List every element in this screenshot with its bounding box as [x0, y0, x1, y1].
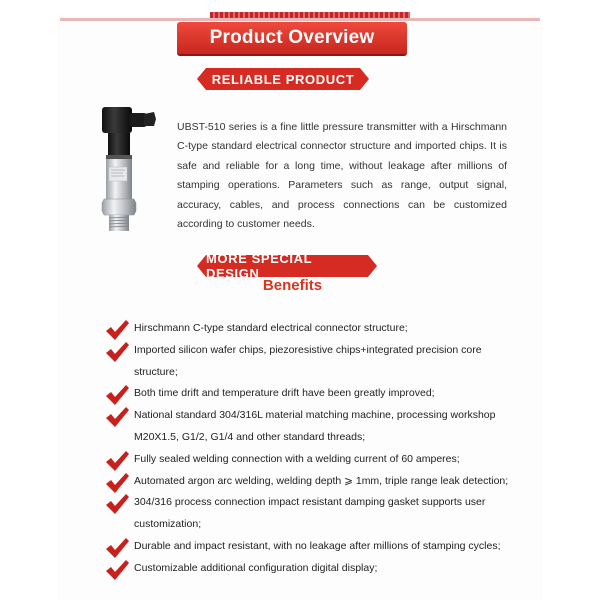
checkmark-icon — [104, 558, 130, 582]
benefit-item — [104, 492, 514, 536]
page-title: Product Overview — [209, 27, 375, 48]
checkmark-icon — [104, 340, 130, 364]
benefit-text: Automated argon arc welding, welding depth ⩾ 1mm, triple range leak detection; — [134, 474, 509, 487]
benefit-item — [104, 536, 514, 558]
checkmark-icon — [104, 492, 130, 516]
benefit-item — [104, 383, 514, 405]
benefit-text: 304/316 process connection impact resistant damping gasket supports user customization; — [134, 496, 486, 531]
benefit-item — [104, 318, 514, 340]
benefit-item — [104, 449, 514, 471]
checkmark-icon — [104, 318, 130, 342]
benefit-text: Hirschmann C-type standard electrical connector structure; — [134, 322, 408, 334]
benefit-text: Customizable additional configuration digital display; — [134, 561, 378, 574]
checkmark-icon — [104, 383, 130, 407]
benefit-item — [104, 405, 514, 449]
benefit-item — [104, 340, 514, 384]
overview-banner — [177, 22, 407, 54]
top-stripe — [60, 18, 540, 21]
benefits-heading: Benefits — [262, 277, 323, 294]
special-design-label: MORE SPECIAL DESIGN — [206, 251, 312, 281]
pressure-transmitter-icon — [100, 105, 158, 235]
reliable-product-label: RELIABLE PRODUCT — [211, 71, 355, 87]
benefit-text: Both time drift and temperature drift have been greatly improved; — [134, 387, 435, 400]
benefit-text: Imported silicon wafer chips, piezoresistive chips+integrated precision core structure; — [134, 343, 482, 378]
benefit-item — [104, 471, 514, 493]
special-design-ribbon — [206, 251, 368, 281]
benefit-text: Durable and impact resistant, with no leakage after millions of stamping cycles; — [134, 539, 501, 552]
benefit-text: Fully sealed welding connection with a welding current of 60 amperes; — [134, 452, 460, 465]
product-description: UBST-510 series is a fine little pressure transmitter with a Hirschmann C-type standard electrical connector structure and imported chips. It is safe and reliable for a long time, without leakage after millions of stamping operations. Parameters such as range, output signal, accuracy, cables, and process connections can be customized according to customer needs. — [177, 121, 507, 231]
checkmark-icon — [104, 405, 130, 429]
checkmark-icon — [104, 536, 130, 560]
top-decoration — [210, 12, 410, 18]
benefit-text: National standard 304/316L material matching machine, processing workshop M20X1.5, G1/2, G1/4 and other standard threads; — [134, 409, 496, 443]
checkmark-icon — [104, 471, 130, 495]
benefits-list — [104, 318, 514, 580]
benefit-item — [104, 558, 514, 580]
checkmark-icon — [104, 449, 130, 473]
reliable-product-ribbon — [206, 68, 360, 90]
